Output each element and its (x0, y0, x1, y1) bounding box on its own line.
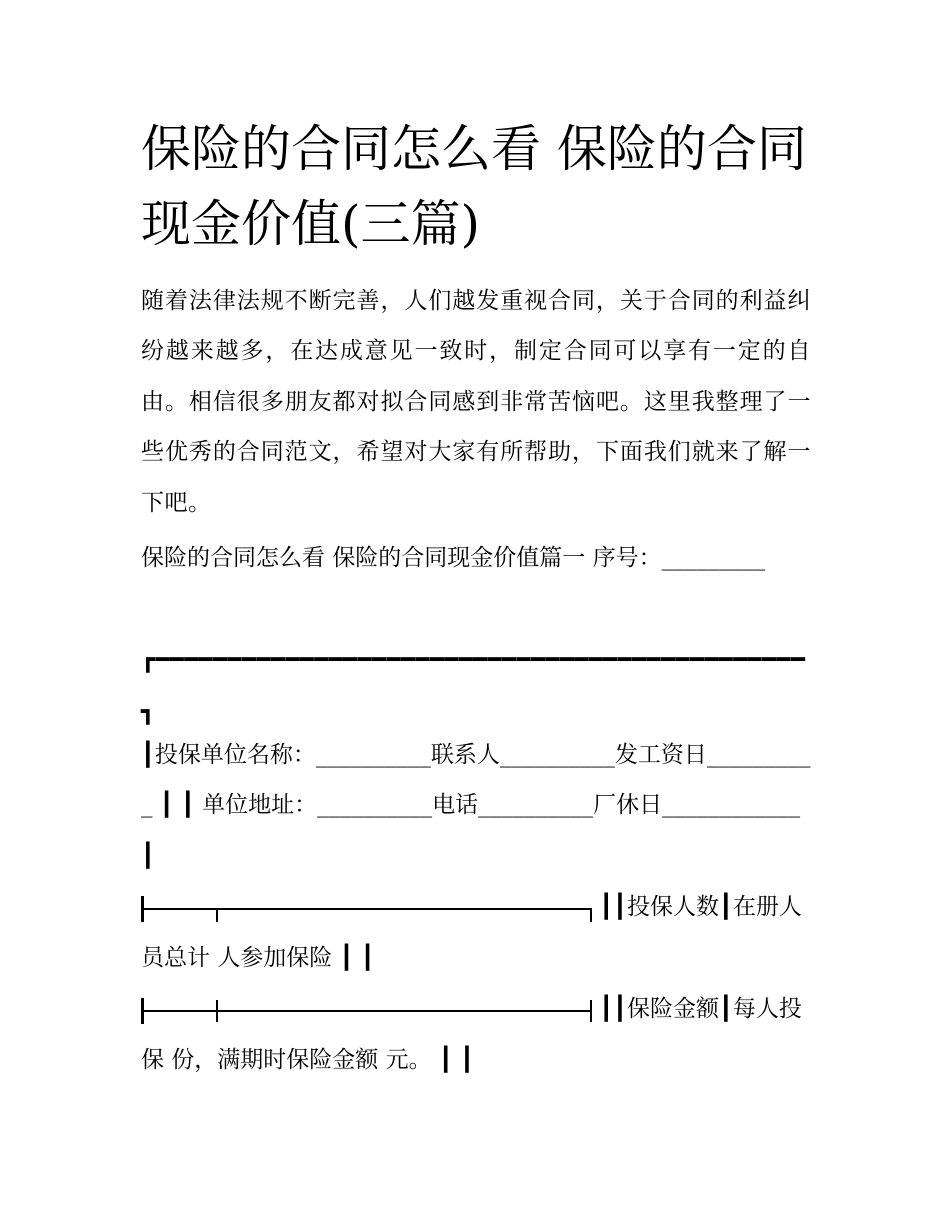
document-title: 保险的合同怎么看 保险的合同现金价值(三篇) (141, 120, 807, 253)
dashed-box-border: ┏━━━━━━━━━━━━━━━━━━━━━━━━━━━━━━━━━━━━━━━━━━━━━┓ (141, 647, 806, 725)
form-row-insured-count-text: ┃┃投保人数┃在册人员总计 人参加保险 ┃ ┃ (141, 894, 802, 972)
intro-paragraph: 随着法律法规不断完善，人们越发重视合同，关于合同的利益纠纷越来越多，在达成意见一致时，制定合同可以享有一定的自由。相信很多朋友都对拟合同感到非常苦恼吧。这里我整理了一些优秀的合同范文，希望对大家有所帮助，下面我们就来了解一下吧。 (141, 288, 811, 516)
row-rule-left-2 (141, 985, 592, 1035)
form-row-insured-amount (141, 984, 811, 1086)
form-row-insured-amount-text: ┃┃保险金额┃每人投保 份，满期时保险金额 元。 ┃ ┃ (141, 996, 802, 1074)
form-fields-block: ┃投保单位名称：__________联系人__________发工资日__________ ┃ ┃ 单位地址：__________电话__________厂休日____________ ┃ (141, 742, 811, 869)
row-rule-left (141, 883, 592, 933)
section-heading: 保险的合同怎么看 保险的合同现金价值篇一 序号：_________ (141, 545, 766, 571)
form-row-insured-count (141, 882, 811, 984)
